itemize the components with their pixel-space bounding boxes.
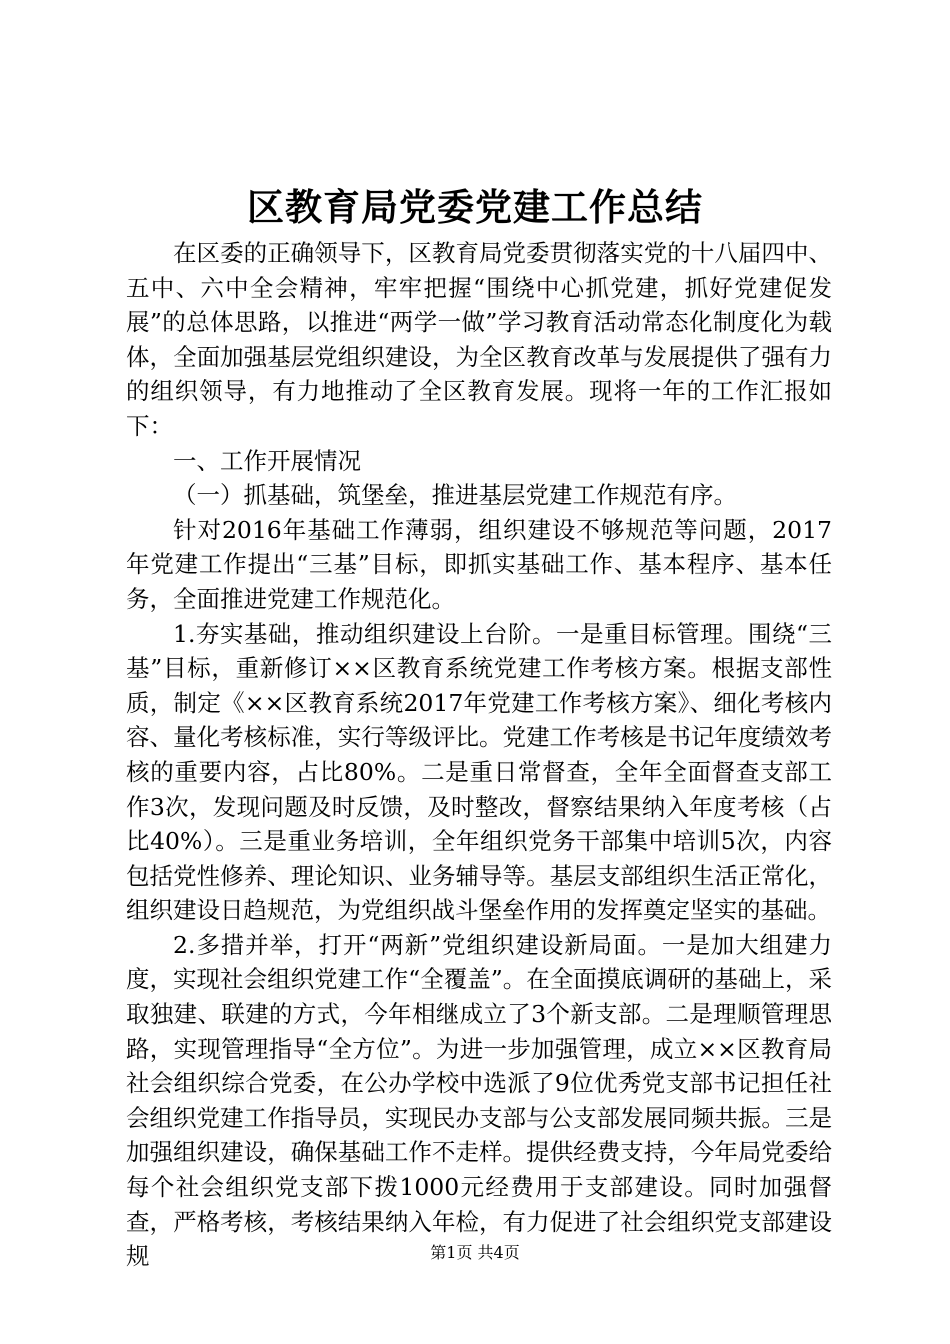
- paragraph-item-2: 2.多措并举，打开“两新”党组织建设新局面。一是加大组建力度，实现社会组织党建工作“全覆盖”。在全面摸底调研的基础上，采取独建、联建的方式，今年相继成立了3个新支部。二是理顺管理思路，实现管理指导“全方位”。为进一步加强管理，成立××区教育局社会组织综合党委，在公办学校中选派了9位优秀党支部书记担任社会组织党建工作指导员，实现民办支部与公支部发展同频共振。三是加强组织建设，确保基础工作不走样。提供经费支持，今年局党委给每个社会组织党支部下拨1000元经费用于支部建设。同时加强督查，严格考核，考核结果纳入年检，有力促进了社会组织党支部建设规: [126, 930, 832, 1271]
- subsection-heading-1: （一）抓基础，筑堡垒，推进基层党建工作规范有序。: [173, 481, 737, 510]
- paragraph-background: 针对2016年基础工作薄弱，组织建设不够规范等问题，2017年党建工作提出“三基”目标，即抓实基础工作、基本程序、基本任务，全面推进党建工作规范化。: [126, 515, 832, 613]
- document-title: 区教育局党委党建工作总结: [247, 185, 703, 229]
- paragraph-item-1: 1.夯实基础，推动组织建设上台阶。一是重目标管理。围绕“三基”目标，重新修订××区教育系统党建工作考核方案。根据支部性质，制定《××区教育系统2017年党建工作考核方案》、细化考核内容、量化考核标准，实行等级评比。党建工作考核是书记年度绩效考核的重要内容，占比80%。二是重日常督查，全年全面督查支部工作3次，发现问题及时反馈，及时整改，督察结果纳入年度考核（占比40%）。三是重业务培训，全年组织党务干部集中培训5次，内容包括党性修养、理论知识、业务辅导等。基层支部组织生活正常化，组织建设日趋规范，为党组织战斗堡垒作用的发挥奠定坚实的基础。: [126, 619, 832, 925]
- paragraph-intro: 在区委的正确领导下，区教育局党委贯彻落实党的十八届四中、五中、六中全会精神，牢牢把握“围绕中心抓党建，抓好党建促发展”的总体思路，以推进“两学一做”学习教育活动常态化制度化为载体，全面加强基层党组织建设，为全区教育改革与发展提供了强有力的组织领导，有力地推动了全区教育发展。现将一年的工作汇报如下：: [126, 239, 832, 440]
- document-body: [126, 236, 832, 1274]
- section-heading-1: 一、工作开展情况: [173, 446, 361, 475]
- page-footer: 第1页 共4页: [430, 1243, 520, 1262]
